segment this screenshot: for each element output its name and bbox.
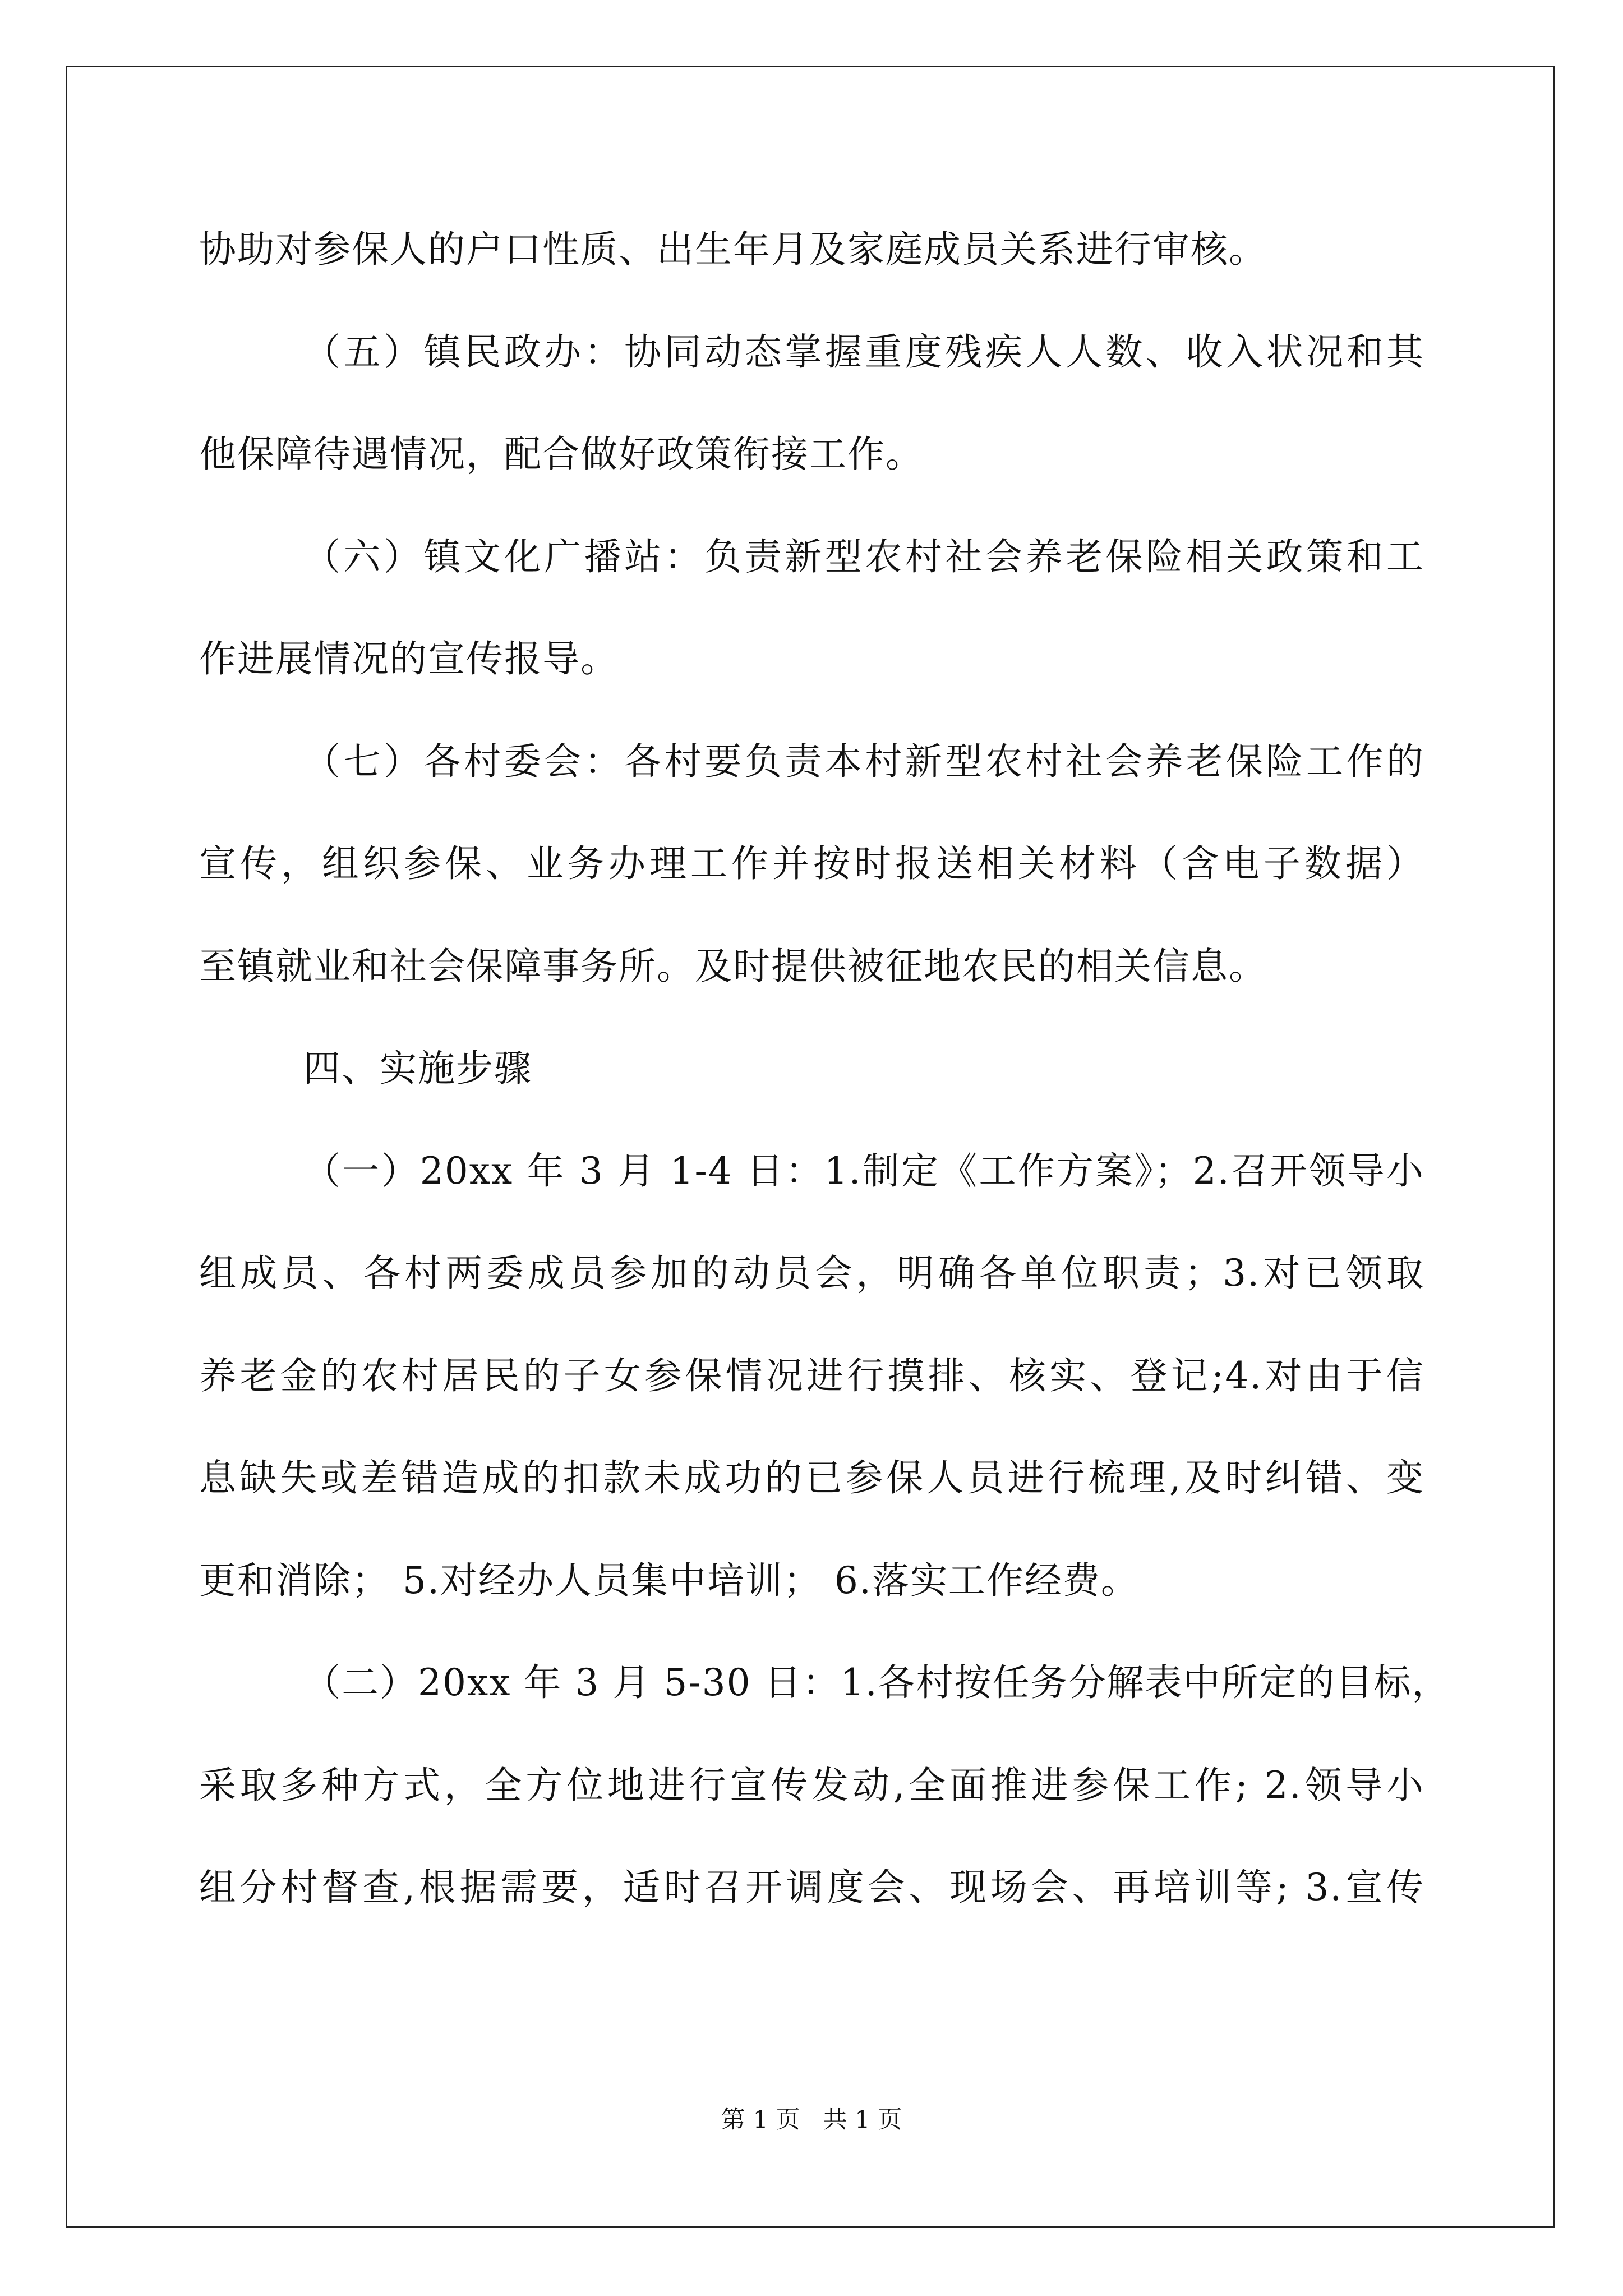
paragraph-line: 采取多种方式，全方位地进行宣传发动,全面推进参保工作; 2.领导小 [199,1763,1424,1807]
paragraph-line: 养老金的农村居民的子女参保情况进行摸排、核实、登记;4.对由于信 [199,1354,1424,1397]
paragraph-line: （五）镇民政办：协同动态掌握重度残疾人人数、收入状况和其 [303,330,1424,374]
paragraph-line: （一）20xx 年 3 月 1-4 日：1.制定《工作方案》；2.召开领导小 [303,1149,1424,1193]
paragraph-line: （七）各村委会：各村要负责本村新型农村社会养老保险工作的 [303,739,1424,783]
paragraph-line: 组成员、各村两委成员参加的动员会，明确各单位职责；3.对已领取 [199,1251,1424,1295]
paragraph-line: （二）20xx 年 3 月 5-30 日：1.各村按任务分解表中所定的目标， [303,1661,1450,1704]
paragraph-line: （六）镇文化广播站：负责新型农村社会养老保险相关政策和工 [303,535,1424,578]
paragraph-line: 他保障待遇情况，配合做好政策衔接工作。 [199,432,924,476]
paragraph-line: 作进展情况的宣传报导。 [199,637,619,680]
paragraph-line: 组分村督查,根据需要，适时召开调度会、现场会、再培训等; 3.宣传 [199,1866,1424,1909]
paragraph-line: 宣传，组织参保、业务办理工作并按时报送相关材料（含电子数据） [199,842,1424,885]
paragraph-line: 更和消除； 5.对经办人员集中培训； 6.落实工作经费。 [199,1558,1139,1602]
paragraph-line: 协助对参保人的户口性质、出生年月及家庭成员关系进行审核。 [199,228,1267,271]
paragraph-line: 至镇就业和社会保障事务所。及时提供被征地农民的相关信息。 [199,944,1267,988]
paragraph-line: 息缺失或差错造成的扣款未成功的已参保人员进行梳理,及时纠错、变 [199,1456,1424,1499]
page-number-footer: 第 1 页 共 1 页 [721,2106,902,2134]
document-body [199,222,1450,1962]
section-heading: 四、实施步骤 [303,1047,532,1090]
